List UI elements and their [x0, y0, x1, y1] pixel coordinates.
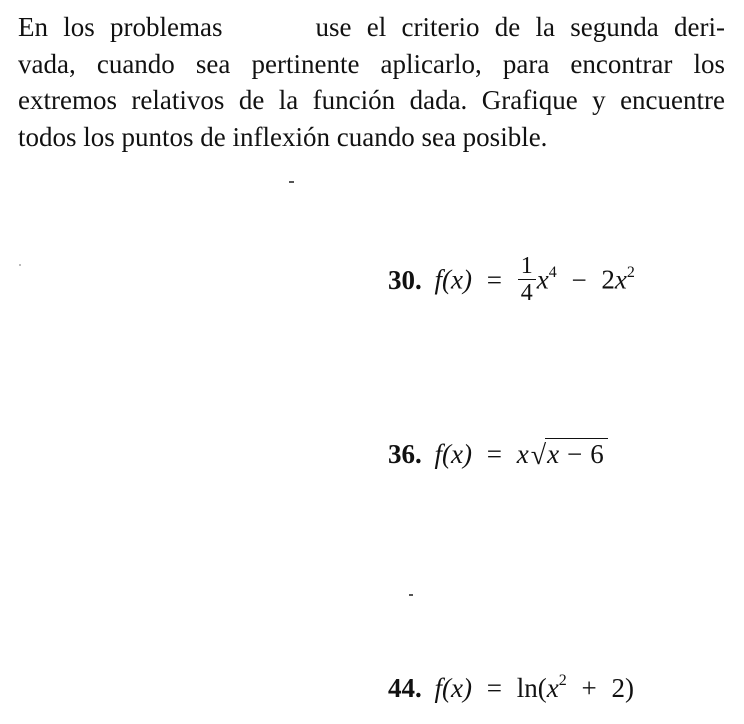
problem-44: [388, 672, 634, 703]
instructions-line-1: [18, 9, 725, 46]
radicand-minus-sign: −: [567, 439, 583, 469]
term-2-coefficient: 2: [601, 264, 615, 295]
term-1-base: x: [536, 264, 549, 295]
equals-sign: =: [486, 673, 502, 703]
instructions-line-2: vada, cuando sea pertinente aplicarlo, para encontrar los: [18, 48, 725, 79]
fraction-numerator: 1: [518, 253, 536, 280]
equals-sign: =: [486, 439, 502, 469]
instructions-line-1-start: En los problemas: [18, 12, 223, 42]
radicand-variable: x: [547, 439, 560, 469]
function-lhs: f(x): [434, 673, 472, 703]
problem-30: [388, 253, 635, 309]
equals-sign: =: [486, 264, 502, 295]
constant: 2: [611, 673, 625, 703]
factor-x: x: [516, 439, 529, 469]
log-function: ln: [516, 673, 538, 703]
radicand: [545, 438, 608, 467]
plus-sign: +: [581, 673, 597, 703]
minus-sign: −: [571, 264, 587, 295]
close-paren: ): [624, 673, 634, 703]
instructions-line-3: extremos relativos de la función dada. Grafique y encuentre: [18, 85, 725, 115]
term-2-base: x: [614, 264, 627, 295]
fraction: [518, 253, 536, 306]
radicand-constant: 6: [590, 439, 604, 469]
function-lhs: f(x): [434, 439, 472, 469]
open-paren: (: [537, 673, 547, 703]
term-1-exponent: 4: [548, 263, 557, 281]
problem-number: 36.: [388, 439, 422, 469]
instructions-line-4: todos los puntos de inflexión cuando sea posible.: [18, 121, 548, 152]
problem-number: 30.: [388, 264, 422, 295]
scan-speck: [289, 181, 294, 183]
term-2-exponent: 2: [626, 263, 635, 281]
scan-speck: [409, 594, 413, 596]
instructions-line-1-end: use el criterio de la segunda deri-: [315, 12, 725, 42]
base-x: x: [546, 673, 559, 703]
scan-speck: [19, 264, 21, 266]
problem-number: 44.: [388, 673, 422, 703]
instructions-paragraph: [18, 9, 725, 155]
radical-sign-icon: √: [530, 440, 547, 471]
exponent: 2: [558, 672, 567, 689]
problem-36: [388, 438, 608, 469]
fraction-denominator: 4: [520, 280, 533, 306]
function-lhs: f(x): [434, 264, 472, 295]
